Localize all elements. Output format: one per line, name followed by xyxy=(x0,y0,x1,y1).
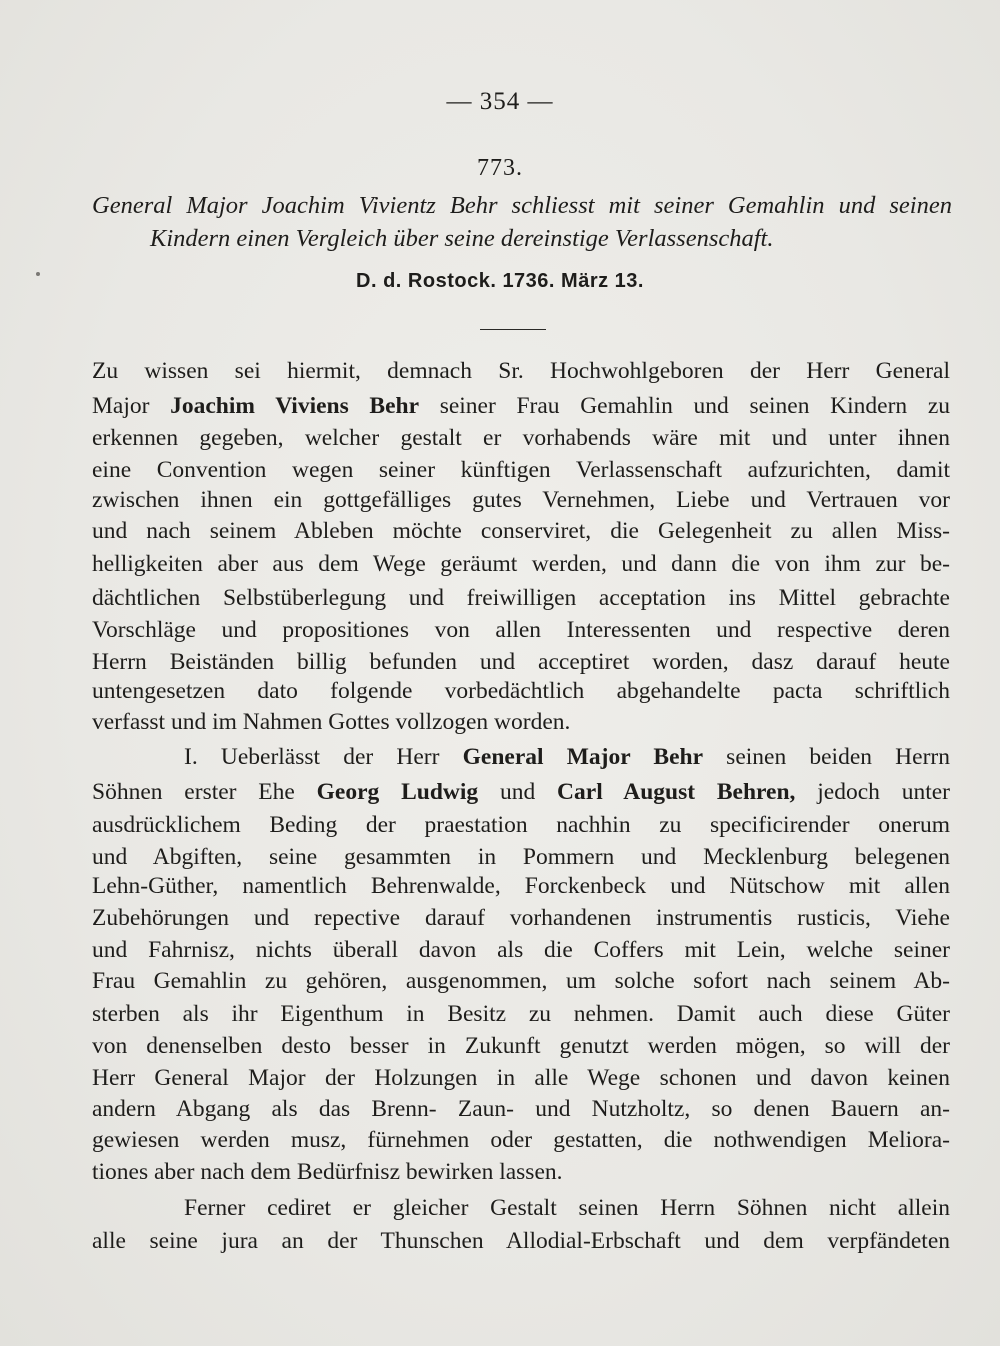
heading-line-1: General Major Joachim Vivientz Behr schliesst mit seiner Gemahlin und seinen xyxy=(92,192,952,219)
text-segment: und nach seinem Ableben möchte conserviret, die Gelegenheit zu allen Miss- xyxy=(92,518,950,544)
text-segment: dächtlichen Selbstüberlegung und freiwilligen acceptation ins Mittel gebrachte xyxy=(92,585,950,611)
separator-rule xyxy=(480,329,546,330)
text-segment: und xyxy=(478,779,558,805)
text-line xyxy=(184,1195,950,1222)
text-segment: Zu wissen sei hiermit, demnach Sr. Hochwohlgeboren der Herr General xyxy=(92,358,950,384)
text-line xyxy=(92,1127,950,1154)
paper-speck xyxy=(36,272,40,276)
text-segment: sterben als ihr Eigenthum in Besitz zu nehmen. Damit auch diese Güter xyxy=(92,1001,950,1027)
text-segment: verfasst und im Nahmen Gottes vollzogen worden. xyxy=(92,709,571,735)
text-segment: seiner Frau Gemahlin und seinen Kindern zu xyxy=(419,393,951,419)
text-segment: andern Abgang als das Brenn- Zaun- und Nutzholtz, so denen Bauern an- xyxy=(92,1096,950,1122)
text-segment: erkennen gegeben, welcher gestalt er vorhabends wäre mit und unter ihnen xyxy=(92,425,950,451)
text-line xyxy=(92,812,950,839)
text-segment: und Fahrnisz, nichts überall davon als die Coffers mit Lein, welche seiner xyxy=(92,937,950,963)
text-line xyxy=(92,1065,950,1092)
text-segment: gewiesen werden musz, fürnehmen oder gestatten, die nothwendigen Meliora- xyxy=(92,1127,950,1153)
text-line xyxy=(92,358,950,385)
text-segment: Lehn-Güther, namentlich Behrenwalde, Forckenbeck und Nütschow mit allen xyxy=(92,873,950,899)
text-line xyxy=(92,457,950,484)
heading-line-2: Kindern einen Vergleich über seine dereinstige Verlassenschaft. xyxy=(150,225,774,252)
text-segment: Vorschläge und propositiones von allen Interessenten und respective deren xyxy=(92,617,950,643)
text-segment: und Abgiften, seine gesammten in Pommern und Mecklenburg belegenen xyxy=(92,844,950,870)
text-line xyxy=(92,937,950,964)
text-line xyxy=(92,1228,950,1255)
text-line xyxy=(92,617,950,644)
text-line xyxy=(92,844,950,871)
text-line xyxy=(92,1096,950,1123)
person-name: General Major Behr xyxy=(462,744,703,770)
text-segment: Major xyxy=(92,393,171,419)
text-segment: I. Ueberlässt der Herr xyxy=(184,744,463,770)
text-segment: ausdrücklichem Beding der praestation nachhin zu specificirender onerum xyxy=(92,812,950,838)
text-line xyxy=(92,585,950,612)
text-line xyxy=(184,744,950,771)
text-line xyxy=(92,678,950,705)
person-name: Joachim Viviens Behr xyxy=(170,393,420,419)
text-segment: seinen beiden Herrn xyxy=(703,744,950,770)
text-segment: Zubehörungen und repective darauf vorhandenen instrumentis rusticis, Viehe xyxy=(92,905,950,931)
text-line xyxy=(92,905,950,932)
person-name: Carl August Behren, xyxy=(557,779,796,805)
page-number: — 354 — xyxy=(446,88,554,115)
text-segment: Herrn Beiständen billig befunden und acceptiret worden, dasz darauf heute xyxy=(92,649,950,675)
text-line xyxy=(92,518,950,545)
document-number: 773. xyxy=(477,155,523,181)
text-line xyxy=(92,968,950,995)
text-segment: tiones aber nach dem Bedürfnisz bewirken lassen. xyxy=(92,1159,563,1185)
text-segment: untengesetzen dato folgende vorbedächtlich abgehandelte pacta schriftlich xyxy=(92,678,950,704)
text-segment: jedoch unter xyxy=(795,779,950,805)
text-segment: Söhnen erster Ehe xyxy=(92,779,317,805)
text-line xyxy=(92,551,950,578)
text-line xyxy=(92,425,950,452)
text-segment: Frau Gemahlin zu gehören, ausgenommen, um solche sofort nach seinem Ab- xyxy=(92,968,950,994)
text-segment: Herr General Major der Holzungen in alle Wege schonen und davon keinen xyxy=(92,1065,950,1091)
text-line xyxy=(92,873,950,900)
text-line xyxy=(92,487,950,514)
text-line xyxy=(92,393,950,420)
text-line xyxy=(92,1159,950,1186)
text-segment: helligkeiten aber aus dem Wege geräumt werden, und dann die von ihm zur be- xyxy=(92,551,950,577)
text-line xyxy=(92,1001,950,1028)
date-line: D. d. Rostock. 1736. März 13. xyxy=(356,270,644,292)
text-line xyxy=(92,1033,950,1060)
text-segment: alle seine jura an der Thunschen Allodial-Erbschaft und dem verpfändeten xyxy=(92,1228,950,1254)
text-segment: von denenselben desto besser in Zukunft genutzt werden mögen, so will der xyxy=(92,1033,950,1059)
text-line xyxy=(92,779,950,806)
text-line xyxy=(92,709,950,736)
text-segment: zwischen ihnen ein gottgefälliges gutes Vernehmen, Liebe und Vertrauen vor xyxy=(92,487,950,513)
text-segment: Ferner cediret er gleicher Gestalt seinen Herrn Söhnen nicht allein xyxy=(184,1195,950,1221)
text-segment: eine Convention wegen seiner künftigen Verlassenschaft aufzurichten, damit xyxy=(92,457,950,483)
person-name: Georg Ludwig xyxy=(316,779,479,805)
text-line xyxy=(92,649,950,676)
